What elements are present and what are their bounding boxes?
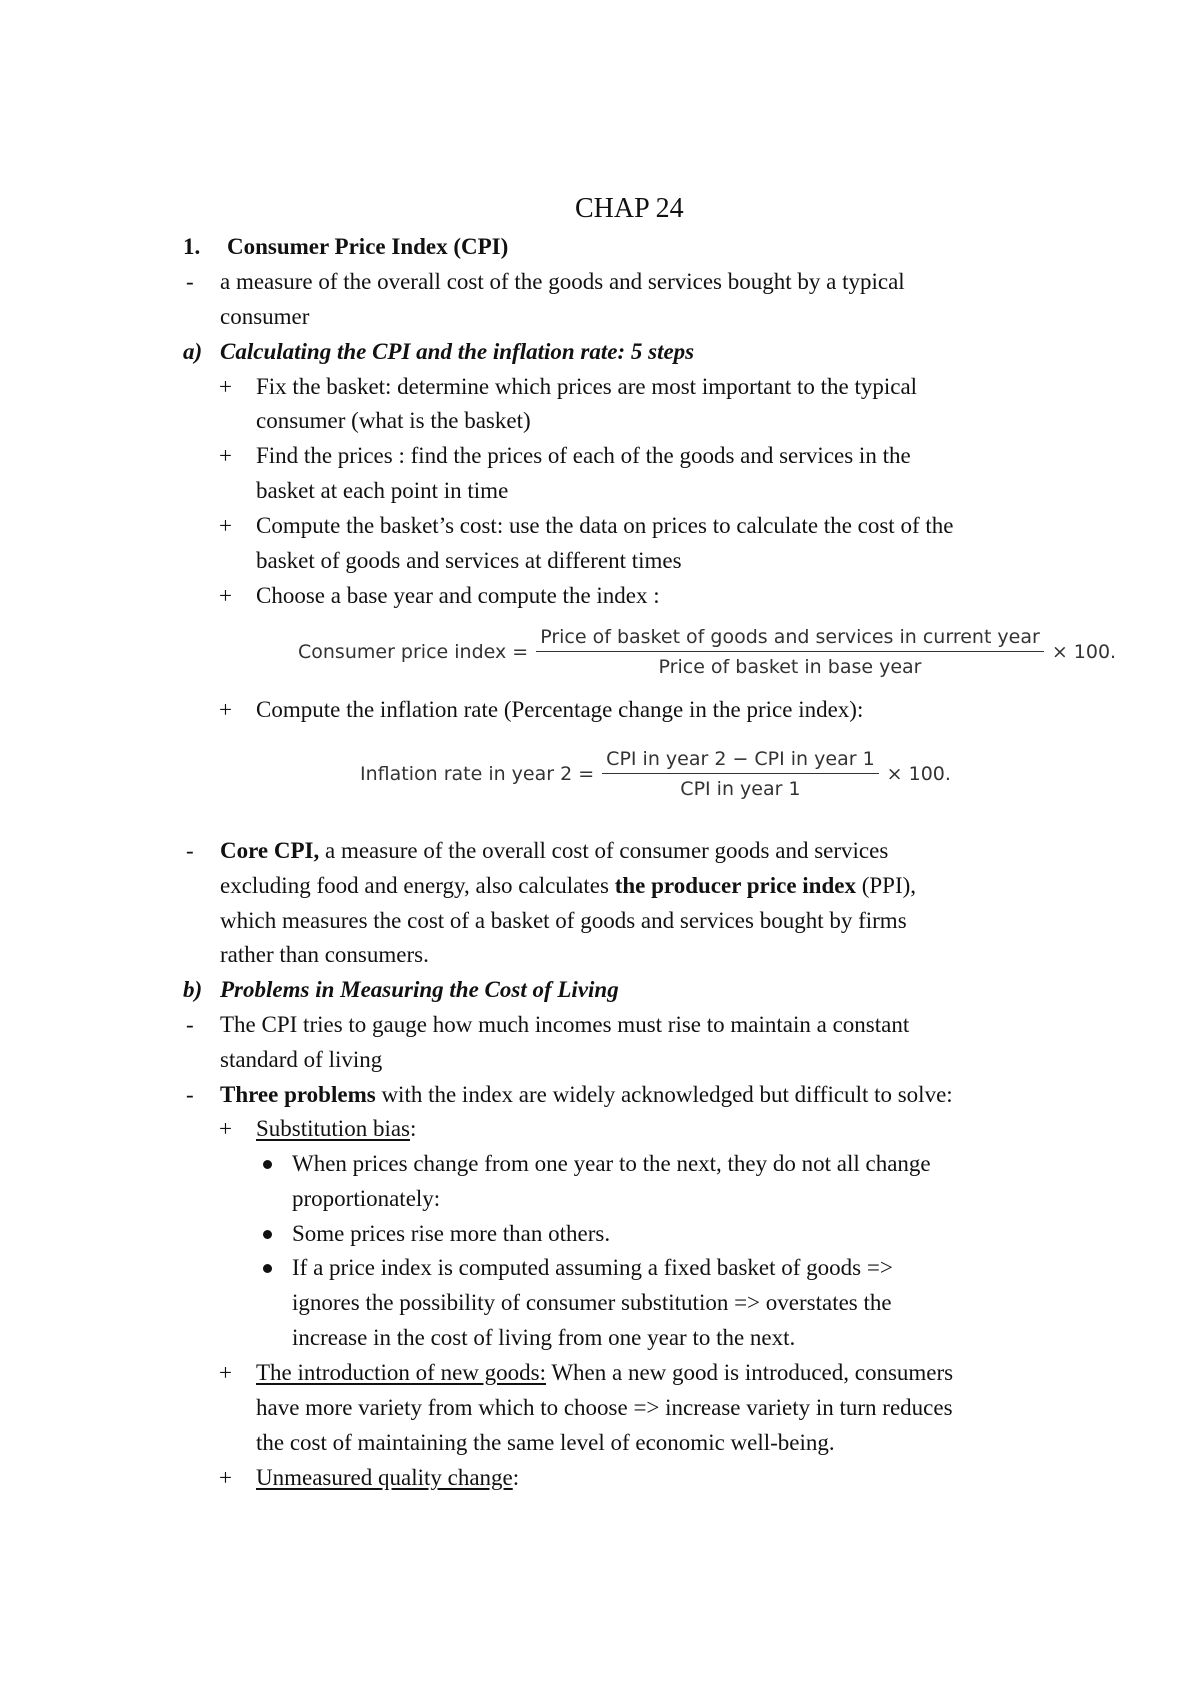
core-line-text: excluding food and energy, also calculates: [220, 873, 615, 898]
problem-line-text: When a new good is introduced, consumers: [546, 1360, 954, 1385]
bullet-line: If a price index is computed assuming a fixed basket of goods =>: [292, 1255, 893, 1280]
dash-marker: -: [186, 269, 194, 294]
bullet-line: Some prices rise more than others.: [292, 1221, 611, 1246]
definition-line: consumer: [220, 304, 310, 329]
subsection-heading: Problems in Measuring the Cost of Living: [220, 977, 619, 1002]
plus-marker: +: [219, 513, 232, 538]
definition-line: a measure of the overall cost of the goods and services bought by a typical: [220, 269, 905, 294]
plus-marker: +: [219, 1360, 232, 1385]
core-line: rather than consumers.: [220, 942, 429, 967]
formula-lhs: Inflation rate in year 2 =: [360, 763, 595, 785]
plus-marker: +: [219, 697, 232, 722]
new-goods-title: The introduction of new goods:: [256, 1360, 547, 1385]
body-line: The CPI tries to gauge how much incomes must rise to maintain a constant: [220, 1012, 910, 1037]
colon: :: [410, 1116, 417, 1141]
formula-denominator: CPI in year 1: [680, 778, 801, 800]
bullet-dot: [263, 1160, 272, 1169]
quality-change-title: Unmeasured quality change: [256, 1465, 513, 1490]
core-line-text: a measure of the overall cost of consumer goods and services: [319, 838, 889, 863]
plus-marker: +: [219, 443, 232, 468]
bullet-dot: [263, 1230, 272, 1239]
formula-numerator: CPI in year 2 − CPI in year 1: [602, 748, 879, 774]
substitution-bias-title: Substitution bias: [256, 1116, 410, 1141]
plus-marker: +: [219, 374, 232, 399]
subsection-label: b): [183, 977, 203, 1002]
step-line: consumer (what is the basket): [256, 408, 531, 433]
bullet-dot: [263, 1264, 272, 1273]
cpi-formula: [298, 626, 1116, 678]
formula-fraction: [602, 748, 879, 800]
step-line: basket at each point in time: [256, 478, 509, 503]
page-title: CHAP 24: [575, 193, 684, 224]
bullet-line: increase in the cost of living from one year to the next.: [292, 1325, 796, 1350]
plus-marker: +: [219, 583, 232, 608]
plus-marker: +: [219, 1465, 232, 1490]
formula-fraction: [536, 626, 1044, 678]
subsection-label: a): [183, 339, 203, 364]
dash-marker: -: [186, 838, 194, 863]
step-line: Find the prices : find the prices of each of the goods and services in the: [256, 443, 911, 468]
core-line: [220, 871, 916, 901]
body-line: standard of living: [220, 1047, 383, 1072]
colon: :: [512, 1465, 520, 1490]
plus-marker: +: [219, 1116, 232, 1141]
formula-numerator: Price of basket of goods and services in current year: [536, 626, 1044, 652]
step-line: Compute the inflation rate (Percentage change in the price index):: [256, 697, 864, 722]
core-cpi-term: Core CPI,: [220, 838, 320, 863]
ppi-term: the producer price index: [614, 873, 856, 898]
dash-marker: -: [186, 1082, 194, 1107]
section-number: 1.: [183, 234, 201, 259]
problem-line: the cost of maintaining the same level of economic well-being.: [256, 1430, 835, 1455]
body-line: [220, 1080, 953, 1110]
core-line: [220, 836, 888, 866]
section-heading: Consumer Price Index (CPI): [227, 234, 509, 259]
step-line: Fix the basket: determine which prices are most important to the typical: [256, 374, 918, 399]
bullet-line: ignores the possibility of consumer substitution => overstates the: [292, 1290, 892, 1315]
step-line: basket of goods and services at different times: [256, 548, 682, 573]
step-line: Compute the basket’s cost: use the data on prices to calculate the cost of the: [256, 513, 954, 538]
inflation-formula: [360, 748, 951, 800]
problem-line: have more variety from which to choose => increase variety in turn reduces: [256, 1395, 953, 1420]
body-line-text: with the index are widely acknowledged but difficult to solve:: [375, 1082, 953, 1107]
formula-rhs: × 100.: [886, 763, 951, 785]
formula-denominator: Price of basket in base year: [658, 656, 922, 678]
bullet-line: proportionately:: [292, 1186, 441, 1211]
problem-heading: [256, 1114, 416, 1144]
problem-heading: [256, 1463, 519, 1493]
formula-rhs: × 100.: [1051, 641, 1117, 663]
step-line: Choose a base year and compute the index :: [256, 583, 660, 608]
three-problems-term: Three problems: [220, 1082, 376, 1107]
core-line: which measures the cost of a basket of goods and services bought by firms: [220, 908, 907, 933]
problem-line: [256, 1358, 953, 1388]
bullet-line: When prices change from one year to the next, they do not all change: [292, 1151, 931, 1176]
core-line-text: (PPI),: [855, 873, 917, 898]
formula-lhs: Consumer price index =: [298, 641, 529, 663]
dash-marker: -: [186, 1012, 194, 1037]
subsection-heading: Calculating the CPI and the inflation rate: 5 steps: [220, 339, 695, 364]
